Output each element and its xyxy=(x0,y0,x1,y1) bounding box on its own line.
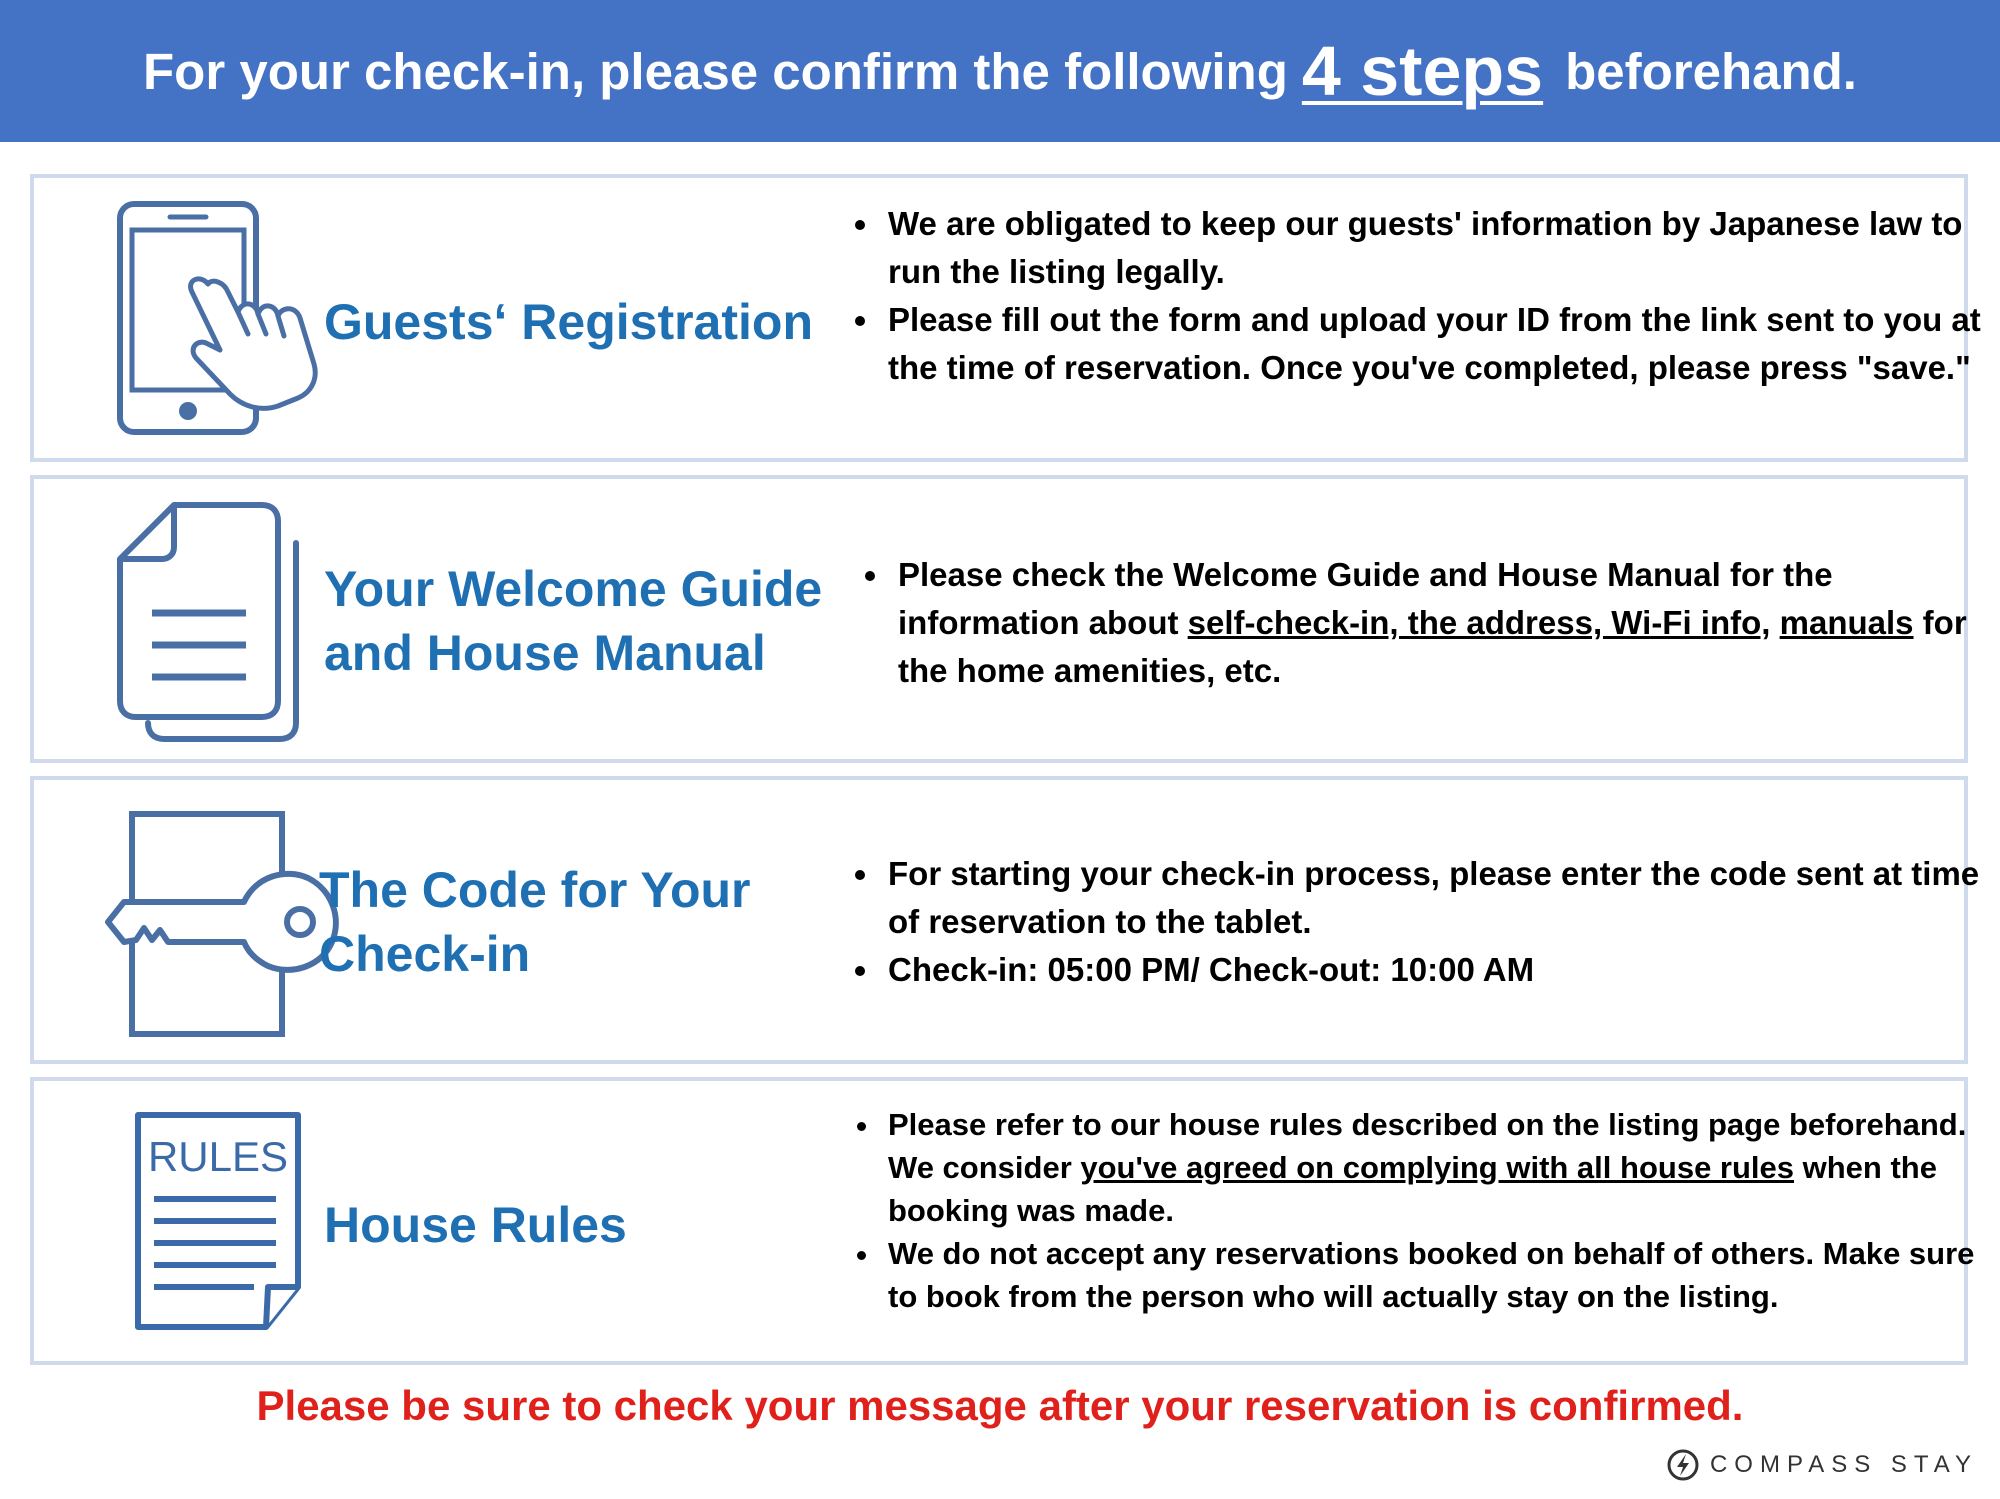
step-title-line: and House Manual xyxy=(324,625,766,681)
step-title-line: Your Welcome Guide xyxy=(324,561,823,617)
step-title xyxy=(324,557,822,685)
bullet-text: Please check the Welcome Guide and House Manual for the information about xyxy=(898,556,1833,641)
step-house-rules xyxy=(30,1077,1975,1365)
step-title: House Rules xyxy=(324,1197,627,1253)
smartphone-tap-icon xyxy=(112,200,322,440)
header-text-before: For your check-in, please confirm the following xyxy=(143,42,1288,100)
document-icon xyxy=(114,501,314,746)
compass-bolt-icon xyxy=(1666,1448,1700,1482)
confirmation-warning: Please be sure to check your message after your reservation is confirmed. xyxy=(256,1382,1744,1429)
bullet-item: • We do not accept any reservations booked on behalf of others. Make sure to book from the person who will actually stay on the listing. xyxy=(882,1232,1992,1318)
bullet-item: • We are obligated to keep our guests' information by Japanese law to run the listing legally. xyxy=(882,200,1992,296)
step-bullets xyxy=(844,200,1992,392)
step-title xyxy=(319,858,751,986)
step-welcome-guide xyxy=(30,475,1968,763)
rules-document-icon xyxy=(134,1111,309,1336)
door-key-icon xyxy=(96,810,356,1040)
step-guests-registration xyxy=(30,174,1981,462)
step-title: Guests‘ Registration xyxy=(324,294,813,350)
underlined-text: you've agreed on complying with all house rules xyxy=(1080,1150,1795,1185)
bullet-item xyxy=(892,551,2000,695)
bullet-text: for the home amenities, etc. xyxy=(898,604,1967,689)
step-bullets xyxy=(844,1103,1992,1318)
step-bullets xyxy=(854,551,2000,695)
bullet-text: Please refer to our house rules described on the listing page beforehand. We consider xyxy=(888,1107,1967,1185)
step-title-line: Check-in xyxy=(319,926,531,982)
underlined-text: manuals xyxy=(1779,604,1914,641)
brand-logo xyxy=(1666,1448,1978,1482)
step-bullets xyxy=(844,850,1992,994)
step-checkin-code xyxy=(30,776,1980,1064)
header-text-after: beforehand. xyxy=(1565,42,1857,100)
header-steps-emphasis: 4 steps xyxy=(1301,32,1544,110)
bullet-item xyxy=(882,1103,1992,1232)
bullet-text: when the booking was made. xyxy=(888,1150,1937,1228)
rules-icon-label: RULES xyxy=(147,1133,289,1180)
underlined-text: self-check-in, the address, Wi-Fi info, xyxy=(1187,604,1771,641)
brand-name: COMPASS STAY xyxy=(1709,1451,1978,1478)
bullet-item: • Check-in: 05:00 PM/ Check-out: 10:00 AM xyxy=(882,946,1992,994)
bullet-item: • Please fill out the form and upload your ID from the link sent to you at the time of reservation. Once you've completed, please press "save." xyxy=(882,296,1992,392)
page-header xyxy=(0,0,2000,142)
bullet-item: • For starting your check-in process, please enter the code sent at time of reservation to the tablet. xyxy=(882,850,1992,946)
step-title-line: The Code for Your xyxy=(319,862,751,918)
bullet-text xyxy=(1770,604,1779,641)
